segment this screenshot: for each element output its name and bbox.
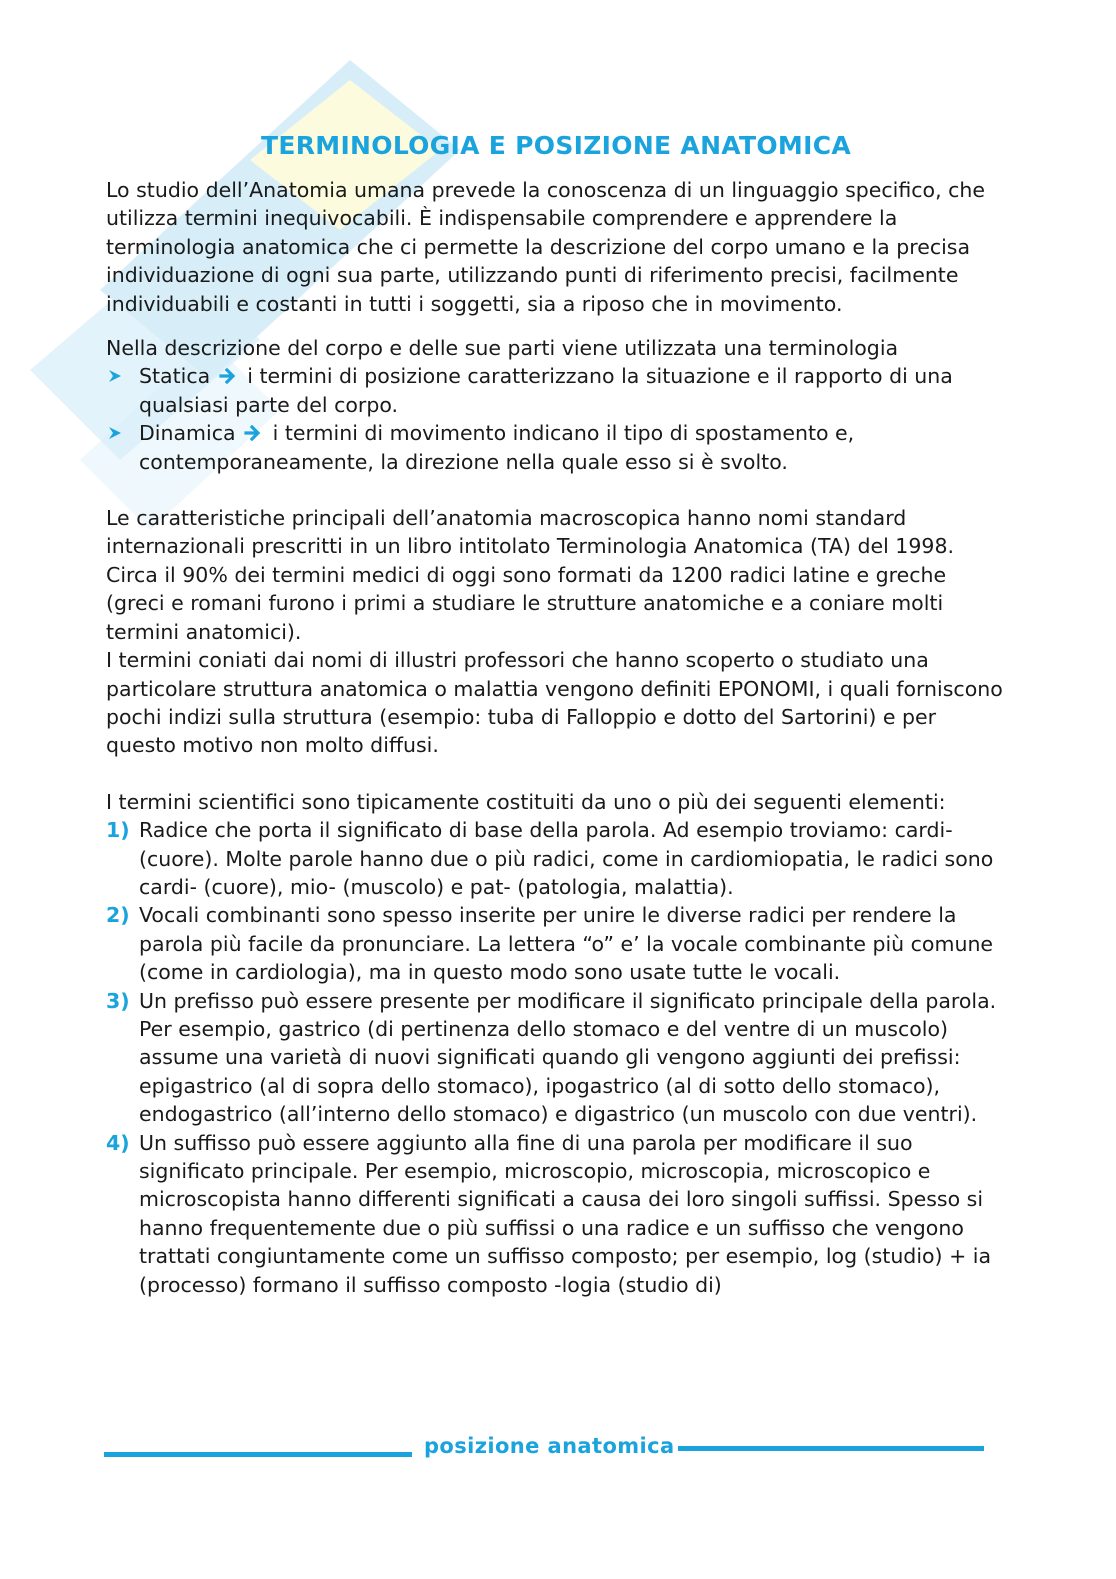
- elements-intro: I termini scientifici sono tipicamente costituiti da uno o più dei seguenti elementi:: [106, 789, 946, 814]
- term-description: i termini di posizione caratterizzano la situazione e il rapporto di una qualsiasi parte del corpo.: [139, 364, 953, 417]
- page-title: TERMINOLOGIA E POSIZIONE ANATOMICA: [260, 131, 851, 160]
- list-item: [106, 1129, 1006, 1299]
- intro-paragraph: Lo studio dell’Anatomia umana prevede la conoscenza di un linguaggio specifico, che utilizza termini inequivocabili. È indispensabile comprendere e apprendere la terminologia anatomica che ci permette la descrizione del corpo umano e la precisa individuazione di ogni sua parte, utilizzando punti di riferimento precisi, facilmente individuabili e costanti in tutti i soggetti, sia a riposo che in movimento.: [106, 178, 985, 316]
- terminology-list: [106, 362, 1006, 476]
- ta-paragraph: Le caratteristiche principali dell’anatomia macroscopica hanno nomi standard internazionali prescritti in un libro intitolato Terminologia Anatomica (TA) del 1998. Circa il 90% dei termini medici di oggi sono formati da 1200 radici latine e greche (greci e romani furono i primi a studiare le strutture anatomiche e a coniare molti termini anatomici).: [106, 506, 954, 644]
- list-item: [106, 419, 1006, 476]
- term-label: Dinamica: [139, 421, 236, 446]
- eponimi-paragraph: I termini coniati dai nomi di illustri professori che hanno scoperto o studiato una particolare struttura anatomica o malattia vengono definiti EPONOMI, i quali forniscono pochi indizi sulla struttura (esempio: tuba di Falloppio e dotto del Sartorini) e per questo motivo non molto diffusi.: [106, 648, 1003, 758]
- list-item-text: Vocali combinanti sono spesso inserite per unire le diverse radici per rendere la parola più facile da pronunciare. La lettera “o” e’ la vocale combinante più comune (come in cardiologia), ma in questo modo sono usate tutte le vocali.: [139, 903, 994, 985]
- list-item-text: Un suffisso può essere aggiunto alla fine di una parola per modificare il suo significato principale. Per esempio, microscopio, microscopia, microscopico e microscopista hanno differenti significati a causa dei loro singoli suffissi. Spesso si hanno frequentemente due o più suffissi o una radice e un suffisso che vengono trattati congiuntamente come un suffisso composto; per esempio, log (studio) + ia (processo) formano il suffisso composto -logia (studio di): [139, 1130, 992, 1297]
- page-footer: [104, 1434, 984, 1464]
- list-item: [106, 987, 1006, 1129]
- list-item-text: Radice che porta il significato di base della parola. Ad esempio troviamo: cardi- (cuore). Molte parole hanno due o più radici, come in cardiomiopatia, le radici sono cardi- (cuore), mio- (muscolo) e pat- (patologia, malattia).: [139, 818, 994, 899]
- list-number: 2): [106, 903, 130, 928]
- list-item: [106, 901, 1006, 986]
- list-item-text: Un prefisso può essere presente per modificare il significato principale della parola. Per esempio, gastrico (di pertinenza dello stomaco e del ventre di un muscolo) assume una varietà di nuovi significati quando gli vengono aggiunti dei prefissi: epigastrico (al di sopra dello stomaco), ipogastrico (al di sotto dello stomaco), endogastrico (all’interno dello stomaco) e digastrico (un muscolo con due ventri).: [139, 988, 997, 1127]
- term-label: Statica: [139, 364, 211, 389]
- chevron-right-icon: [108, 426, 122, 440]
- list-number: 4): [106, 1130, 130, 1155]
- terminology-intro: Nella descrizione del corpo e delle sue parti viene utilizzata una terminologia: [106, 336, 899, 361]
- term-description: i termini di movimento indicano il tipo di spostamento e, contemporaneamente, la direzione nella quale esso si è svolto.: [139, 421, 855, 474]
- footer-label: posizione anatomica: [424, 1434, 675, 1458]
- chevron-right-icon: [108, 369, 122, 383]
- footer-divider-left: [104, 1452, 412, 1457]
- arrow-right-icon: [219, 368, 237, 384]
- document-page: [106, 128, 1006, 1299]
- list-number: 1): [106, 818, 130, 843]
- list-item: [106, 362, 1006, 419]
- list-item: [106, 816, 1006, 901]
- elements-list: [106, 816, 1006, 1299]
- arrow-right-icon: [244, 425, 262, 441]
- list-number: 3): [106, 988, 130, 1013]
- footer-divider-right: [678, 1446, 984, 1451]
